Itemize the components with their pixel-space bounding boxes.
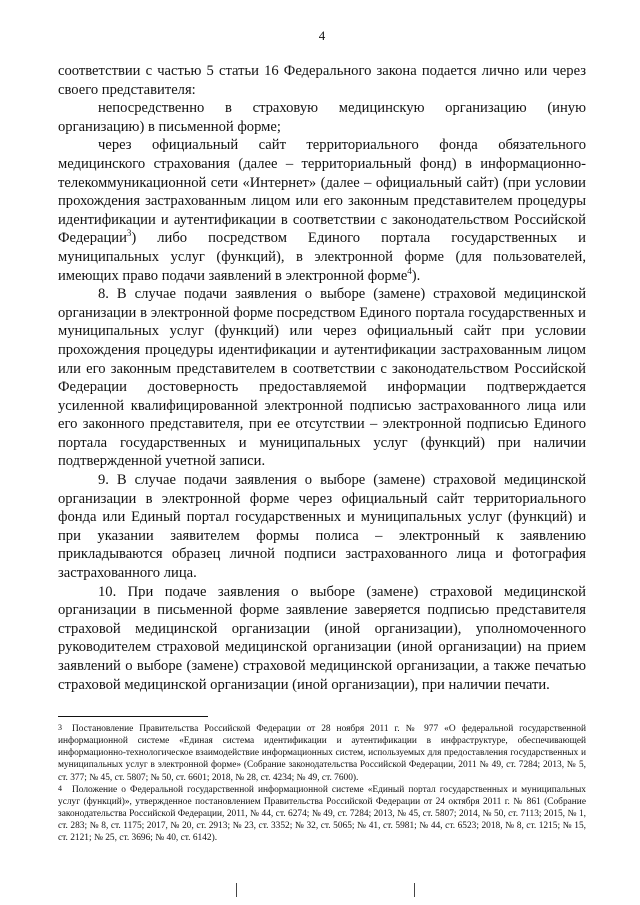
footnote-3 bbox=[58, 723, 586, 783]
paragraph-official-site-part-2: ) либо посредством Единого портала государственных и муниципальных услуг (функций), в электронной форме (для пользователей, имеющих право подачи заявлений в электронной форме bbox=[58, 230, 586, 284]
footnote-ref-3[interactable]: 3 bbox=[126, 228, 132, 239]
footnotes bbox=[58, 723, 586, 844]
page-number: 4 bbox=[318, 28, 326, 43]
paragraph-9: 9. В случае подачи заявления о выборе (замене) страховой медицинской организации в электронной форме через официальный сайт территориального фонда или Единый портал государственных и муниципальных услуг (функций) и при указании заявителем формы полиса – электронный к заявлению прикладываются образец личной подписи застрахованного лица и фотография застрахованного лица. bbox=[58, 472, 586, 582]
body-text bbox=[58, 62, 586, 694]
paragraph-official-site bbox=[58, 136, 586, 285]
paragraph-official-site-part-1: через официальный сайт территориального фонда обязательного медицинского страхования (далее – территориальный фонд) в информационно-телекоммуникационной сети «Интернет» (далее – официальный сайт) (при условии прохождения застрахованным лицом или его законным представителем процедуры идентификации и аутентификации в соответствии с законодательством Российской Федерации bbox=[58, 137, 586, 247]
scan-mark-right bbox=[414, 883, 415, 897]
footnote-divider bbox=[58, 716, 208, 717]
footnote-mark-3: 3 bbox=[58, 723, 62, 733]
footnote-3-text: Постановление Правительства Российской Федерации от 28 ноября 2011 г. № 977 «О федеральной государственной информационной системе «Единая система идентификации и аутентификации в инфраструктуре, обеспечивающей информационно-технологическое взаимодействие информационных систем, используемых для предоставления государственных и муниципальных услуг в электронной форме» (Собрание законодательства Российской Федерации, 2011 № 49, ст. 7284; 2013, № 5, ст. 377; № 45, ст. 5807; № 50, ст. 6601; 2018, № 28, ст. 4234; № 49, ст. 7600). bbox=[58, 724, 586, 783]
scan-mark-left bbox=[236, 883, 237, 897]
paragraph-official-site-part-3: ). bbox=[411, 267, 421, 284]
paragraph-continuation: соответствии с частью 5 статьи 16 Федерального закона подается лично или через своего представителя: bbox=[58, 63, 586, 98]
footnote-4 bbox=[58, 784, 586, 844]
document-page bbox=[58, 28, 586, 844]
footnote-ref-4[interactable]: 4 bbox=[407, 265, 412, 276]
paragraph-10: 10. При подаче заявления о выборе (замене) страховой медицинской организации в письменной форме заявление заверяется подписью представителя страховой медицинской организации (иной организации), уполномоченного руководителем страховой медицинской организации (иной организации) на прием заявлений о выборе (замене) страховой медицинской организации, а также печатью страховой медицинской организации (иной организации), при наличии печати. bbox=[58, 583, 586, 693]
scan-edge-marks bbox=[0, 883, 640, 899]
paragraph-in-person: непосредственно в страховую медицинскую организацию (иную организацию) в письменной форме; bbox=[58, 100, 586, 135]
paragraph-8: 8. В случае подачи заявления о выборе (замене) страховой медицинской организации в электронной форме посредством Единого портала государственных и муниципальных услуг (функций) или через официальный сайт при условии прохождения процедуры идентификации и аутентификации застрахованным лицом или его законным представителем в соответствии с законодательством Российской Федерации достоверность предоставляемой информации подтверждается усиленной квалифицированной электронной подписью застрахованного лица или его законного представителя, при ее отсутствии – электронной подписью Единого портала государственных и муниципальных услуг (функций) при наличии подтвержденной учетной записи. bbox=[58, 286, 586, 470]
footnote-mark-4: 4 bbox=[58, 783, 62, 793]
footnote-4-text: Положение о Федеральной государственной информационной системе «Единый портал государственных и муниципальных услуг (функций)», утвержденное постановлением Правительства Российской Федерации от 24 октября 2011 г. № 861 (Собрание законодательства Российской Федерации, 2011, № 44, ст. 6274; № 49, ст. 7284; 2013, № 45, ст. 5807; 2014, № 50, ст. 7113; 2015, № 1, ст. 283; № 8, ст. 1175; 2017, № 20, ст. 2913; № 23, ст. 3352; № 32, ст. 5065; № 41, ст. 5981; № 44, ст. 6523; 2018, № 8, ст. 1215; № 15, ст. 2121; № 25, ст. 3696; № 40, ст. 6142). bbox=[58, 784, 586, 844]
